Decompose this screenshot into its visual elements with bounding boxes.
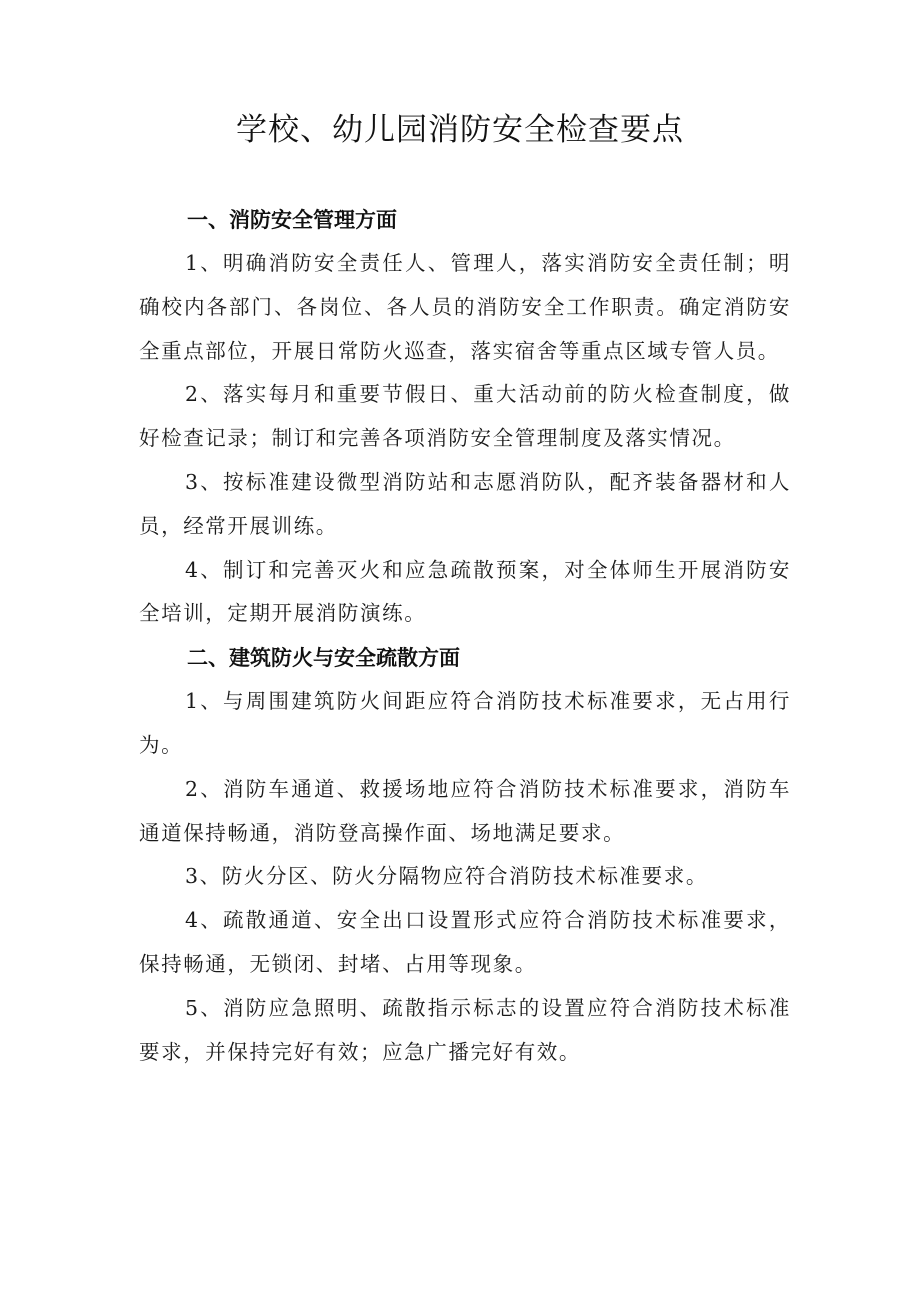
paragraph: 2、落实每月和重要节假日、重大活动前的防火检查制度，做好检查记录；制订和完善各项消防安全管理制度及落实情况。 [139, 382, 791, 451]
section-management [139, 198, 791, 636]
paragraph: 2、消防车通道、救援场地应符合消防技术标准要求，消防车通道保持畅通，消防登高操作面、场地满足要求。 [139, 776, 791, 845]
section-building-evacuation [139, 636, 791, 1074]
document-body [139, 198, 791, 1074]
paragraph: 3、按标准建设微型消防站和志愿消防队，配齐装备器材和人员，经常开展训练。 [139, 469, 791, 538]
paragraph: 1、与周围建筑防火间距应符合消防技术标准要求，无占用行为。 [139, 689, 791, 757]
paragraph: 4、制订和完善灭火和应急疏散预案，对全体师生开展消防安全培训，定期开展消防演练。 [139, 557, 791, 626]
document-title: 学校、幼儿园消防安全检查要点 [236, 112, 684, 148]
paragraph: 3、防火分区、防火分隔物应符合消防技术标准要求。 [185, 864, 708, 889]
paragraph: 4、疏散通道、安全出口设置形式应符合消防技术标准要求，保持畅通，无锁闭、封堵、占用等现象。 [139, 908, 791, 976]
paragraph: 5、消防应急照明、疏散指示标志的设置应符合消防技术标准要求，并保持完好有效；应急广播完好有效。 [139, 995, 791, 1064]
paragraph: 1、明确消防安全责任人、管理人，落实消防安全责任制；明确校内各部门、各岗位、各人员的消防安全工作职责。确定消防安全重点部位，开展日常防火巡查，落实宿舍等重点区域专管人员。 [139, 251, 791, 363]
section-heading: 二、建筑防火与安全疏散方面 [187, 646, 460, 671]
section-heading: 一、消防安全管理方面 [187, 208, 397, 232]
